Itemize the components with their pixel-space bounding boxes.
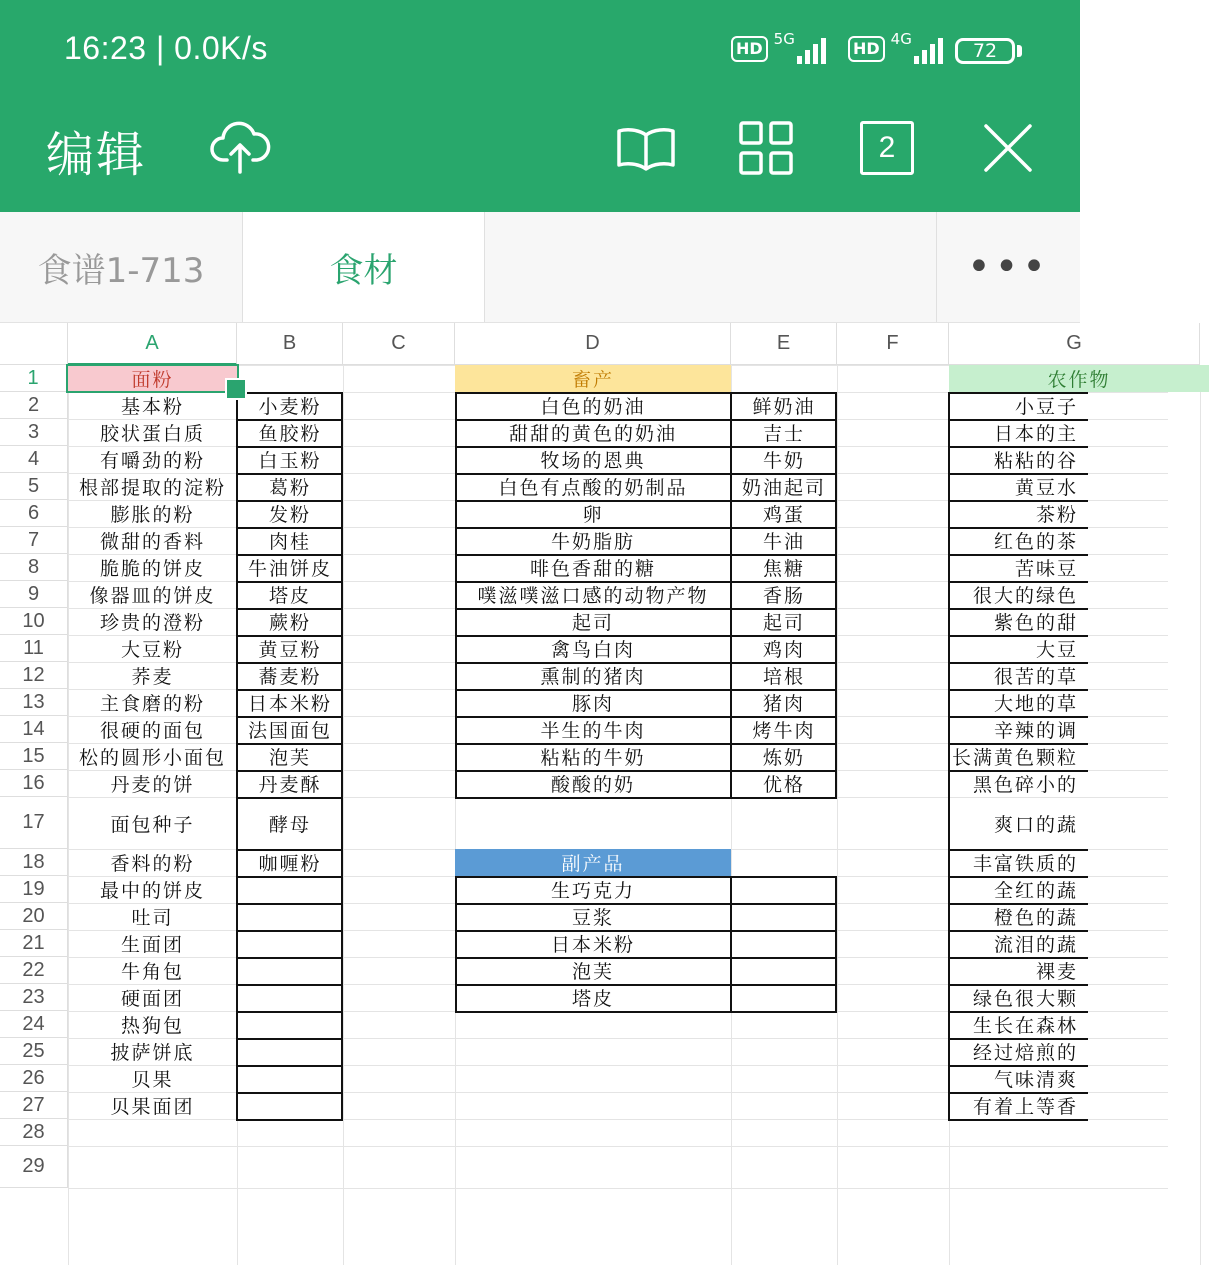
cell-header-livestock[interactable]: 畜产 [455, 365, 731, 392]
cell-a[interactable]: 松的圆形小面包 [78, 747, 226, 769]
cell-border [948, 770, 1088, 772]
row-header-9[interactable]: 9 [0, 581, 68, 608]
network-type-label: 5G [773, 30, 795, 48]
cell-g[interactable]: 大豆 [1035, 639, 1078, 661]
cell-g[interactable]: 有着上等香 [972, 1096, 1078, 1118]
more-tabs-button[interactable]: ••• [936, 212, 1080, 322]
cell-d-byproduct[interactable]: 豆浆 [571, 907, 614, 929]
cell-border [236, 635, 343, 637]
cell-g[interactable]: 苦味豆 [1014, 558, 1078, 580]
book-icon[interactable] [614, 116, 678, 180]
cell-d[interactable]: 牧场的恩典 [540, 450, 646, 472]
cell-a[interactable]: 膨胀的粉 [110, 504, 195, 526]
cell-b[interactable]: 塔皮 [268, 585, 311, 607]
cell-g[interactable]: 生长在森林 [972, 1015, 1078, 1037]
gridline-h [68, 1146, 1168, 1147]
cell-b[interactable]: 日本米粉 [247, 693, 332, 715]
cell-border [455, 581, 837, 583]
signal-group-1 [731, 30, 829, 64]
cell-border [455, 635, 837, 637]
cell-border [948, 554, 1088, 556]
column-header-D[interactable]: D [455, 323, 731, 365]
row-header-27[interactable]: 27 [0, 1092, 68, 1119]
cell-border [948, 419, 1088, 421]
cell-a[interactable]: 最中的饼皮 [99, 880, 205, 902]
cell-border [455, 770, 837, 772]
cell-border [455, 446, 837, 448]
cell-border [835, 876, 837, 1011]
cell-border [455, 527, 837, 529]
cell-border [236, 903, 343, 905]
cell-border [236, 473, 343, 475]
cell-e[interactable]: 牛奶 [762, 450, 805, 472]
cell-g[interactable]: 裸麦 [1035, 961, 1078, 983]
cell-border [236, 984, 343, 986]
cell-border [948, 957, 1088, 959]
cell-b[interactable]: 丹麦酥 [258, 774, 322, 796]
cell-d[interactable]: 酸酸的奶 [550, 774, 635, 796]
cell-g[interactable]: 长满黄色颗粒 [951, 747, 1078, 769]
fill-handle[interactable] [225, 378, 247, 400]
cell-a[interactable]: 吐司 [131, 907, 174, 929]
cell-g[interactable]: 日本的主 [993, 423, 1078, 445]
cell-border [455, 797, 837, 799]
cell-border [948, 743, 1088, 745]
cell-a[interactable]: 胶状蛋白质 [99, 423, 205, 445]
cell-g[interactable]: 辛辣的调 [993, 720, 1078, 742]
cell-a[interactable]: 披萨饼底 [110, 1042, 195, 1064]
cell-a[interactable]: 贝果面团 [110, 1096, 195, 1118]
signal-group-2 [848, 30, 946, 64]
row-header-24[interactable]: 24 [0, 1011, 68, 1038]
cell-border [948, 930, 1088, 932]
cell-e[interactable]: 牛油 [762, 531, 805, 553]
cell-g[interactable]: 经过焙煎的 [972, 1042, 1078, 1064]
cell-a[interactable]: 牛角包 [120, 961, 184, 983]
row-header-23[interactable]: 23 [0, 984, 68, 1011]
cell-border [236, 1011, 343, 1013]
cell-border [948, 473, 1088, 475]
top-app-bar [0, 0, 1080, 212]
cell-d-byproduct[interactable]: 日本米粉 [550, 934, 635, 956]
cell-g[interactable]: 很苦的草 [993, 666, 1078, 688]
cell-border [236, 446, 343, 448]
cell-header-flour[interactable]: 面粉 [68, 365, 237, 392]
cell-a[interactable]: 贝果 [131, 1069, 174, 1091]
row-header-28[interactable]: 28 [0, 1119, 68, 1146]
battery-nub [1017, 45, 1022, 57]
cell-border [948, 662, 1088, 664]
cell-b[interactable]: 白玉粉 [258, 450, 322, 472]
cell-a[interactable]: 生面团 [120, 934, 184, 956]
row-header-6[interactable]: 6 [0, 500, 68, 527]
cell-border [455, 419, 837, 421]
cell-b[interactable]: 发粉 [268, 504, 311, 526]
cell-border [236, 743, 343, 745]
cell-a[interactable]: 香料的粉 [110, 853, 195, 875]
cell-e[interactable]: 优格 [762, 774, 805, 796]
cell-border [236, 1065, 343, 1067]
cell-header-byproducts[interactable]: 副产品 [455, 849, 731, 876]
cell-g[interactable]: 紫色的甜 [993, 612, 1078, 634]
cell-a[interactable]: 微甜的香料 [99, 531, 205, 553]
grid-view-icon[interactable] [734, 116, 798, 180]
cell-d[interactable]: 啡色香甜的糖 [529, 558, 656, 580]
cell-e[interactable]: 猪肉 [762, 693, 805, 715]
cell-d[interactable]: 半生的牛肉 [540, 720, 646, 742]
window-count: 2 [860, 121, 914, 175]
cell-d[interactable]: 卵 [582, 504, 604, 526]
cell-d[interactable]: 豚肉 [571, 693, 614, 715]
cell-e[interactable]: 香肠 [762, 585, 805, 607]
cell-a[interactable]: 主食磨的粉 [99, 693, 205, 715]
row-header-17[interactable]: 17 [0, 797, 68, 849]
cloud-upload-icon[interactable] [208, 116, 272, 180]
cell-d-byproduct[interactable]: 泡芙 [571, 961, 614, 983]
edit-button[interactable]: 编辑 [46, 127, 147, 183]
cell-border [835, 392, 837, 797]
cell-a[interactable]: 有嚼劲的粉 [99, 450, 205, 472]
cell-border [236, 608, 343, 610]
cell-border [948, 608, 1088, 610]
cell-g[interactable]: 小豆子 [1014, 396, 1078, 418]
row-header-18[interactable]: 18 [0, 849, 68, 876]
cell-g[interactable]: 爽口的蔬 [993, 813, 1078, 836]
cell-d-byproduct[interactable]: 塔皮 [571, 988, 614, 1010]
cell-g[interactable]: 绿色很大颗 [972, 988, 1078, 1010]
cell-g[interactable]: 丰富铁质的 [972, 853, 1078, 875]
cell-border [948, 876, 1088, 878]
cell-g[interactable]: 全红的蔬 [993, 880, 1078, 902]
cell-border [455, 662, 837, 664]
cell-border [455, 608, 837, 610]
cell-border [948, 1038, 1088, 1040]
cell-border [455, 716, 837, 718]
gridline-h [68, 1188, 1168, 1189]
row-header-22[interactable]: 22 [0, 957, 68, 984]
cell-e[interactable]: 鲜奶油 [752, 396, 816, 418]
cell-e[interactable]: 起司 [762, 612, 805, 634]
row-header-25[interactable]: 25 [0, 1038, 68, 1065]
cell-border [236, 500, 343, 502]
cell-b[interactable]: 牛油饼皮 [247, 558, 332, 580]
cell-border [236, 849, 343, 851]
row-header-7[interactable]: 7 [0, 527, 68, 554]
cell-border [948, 903, 1088, 905]
cell-g[interactable]: 黄豆水 [1014, 477, 1078, 499]
cell-b[interactable]: 酵母 [268, 813, 311, 836]
cell-b[interactable]: 咖喱粉 [258, 853, 322, 875]
cell-border [236, 1119, 343, 1121]
row-header-5[interactable]: 5 [0, 473, 68, 500]
cell-b[interactable]: 葛粉 [268, 477, 311, 499]
cell-border [236, 527, 343, 529]
row-header-29[interactable]: 29 [0, 1146, 68, 1188]
cell-border [236, 1038, 343, 1040]
cell-border [948, 1011, 1088, 1013]
cell-a[interactable]: 大豆粉 [120, 639, 184, 661]
column-header-C[interactable]: C [343, 323, 455, 365]
cell-e[interactable]: 焦糖 [762, 558, 805, 580]
select-all-corner[interactable] [0, 323, 68, 365]
cell-b[interactable]: 鱼胶粉 [258, 423, 322, 445]
cell-d-byproduct[interactable]: 生巧克力 [550, 880, 635, 902]
tab-sheet-2[interactable]: 食材 [243, 212, 485, 322]
close-icon[interactable] [976, 116, 1040, 180]
selection-box [66, 364, 239, 393]
row-header-8[interactable]: 8 [0, 554, 68, 581]
cell-border [948, 849, 1088, 851]
cell-border [455, 392, 457, 797]
cell-d[interactable]: 起司 [571, 612, 614, 634]
row-header-1[interactable]: 1 [0, 365, 68, 392]
column-header-A[interactable]: A [68, 323, 237, 365]
cell-border [455, 743, 837, 745]
cell-e[interactable]: 鸡肉 [762, 639, 805, 661]
cell-e[interactable]: 培根 [762, 666, 805, 688]
cell-a[interactable]: 面包种子 [110, 813, 195, 836]
row-header-16[interactable]: 16 [0, 770, 68, 797]
cell-header-crops[interactable]: 农作物 [949, 365, 1209, 392]
cell-border [948, 581, 1088, 583]
cell-a[interactable]: 脆脆的饼皮 [99, 558, 205, 580]
cell-b[interactable]: 泡芙 [268, 747, 311, 769]
row-header-14[interactable]: 14 [0, 716, 68, 743]
cell-border [948, 527, 1088, 529]
row-header-15[interactable]: 15 [0, 743, 68, 770]
cell-b[interactable]: 法国面包 [247, 720, 332, 742]
cell-a[interactable]: 硬面团 [120, 988, 184, 1010]
cell-g[interactable]: 粘粘的谷 [993, 450, 1078, 472]
row-header-2[interactable]: 2 [0, 392, 68, 419]
cell-g[interactable]: 很大的绿色 [972, 585, 1078, 607]
row-header-21[interactable]: 21 [0, 930, 68, 957]
cell-a[interactable]: 很硬的面包 [99, 720, 205, 742]
column-header-E[interactable]: E [731, 323, 837, 365]
row-header-10[interactable]: 10 [0, 608, 68, 635]
cell-border [236, 876, 343, 878]
cell-border [730, 392, 732, 797]
battery-level: 72 [972, 40, 998, 62]
cell-border [948, 446, 1088, 448]
signal-bars-icon [797, 34, 829, 64]
sheet-tab-bar [0, 212, 1080, 323]
cell-border [455, 876, 457, 1011]
cell-border [236, 581, 343, 583]
cell-a[interactable]: 珍贵的澄粉 [99, 612, 205, 634]
cell-border [948, 635, 1088, 637]
network-type-label: 4G [890, 30, 912, 48]
cell-e[interactable]: 烤牛肉 [752, 720, 816, 742]
cell-border [455, 903, 837, 905]
window-count-button[interactable] [855, 116, 919, 180]
cell-g[interactable]: 大地的草 [993, 693, 1078, 715]
column-header-B[interactable]: B [237, 323, 343, 365]
cell-d[interactable]: 噗滋噗滋口感的动物产物 [477, 585, 709, 607]
column-header-G[interactable]: G [949, 323, 1200, 365]
row-header-13[interactable]: 13 [0, 689, 68, 716]
status-time: 16:23 | 0.0K/s [64, 30, 268, 66]
cell-a[interactable]: 像器皿的饼皮 [89, 585, 216, 607]
cell-g[interactable]: 橙色的蔬 [993, 907, 1078, 929]
cell-border [236, 1092, 343, 1094]
cell-d[interactable]: 白色的奶油 [540, 396, 646, 418]
cell-g[interactable]: 黑色碎小的 [972, 774, 1078, 796]
cell-border [948, 1092, 1088, 1094]
hd-badge: HD [731, 36, 768, 62]
column-header-F[interactable]: F [837, 323, 949, 365]
cell-e[interactable]: 炼奶 [762, 747, 805, 769]
row-header-12[interactable]: 12 [0, 662, 68, 689]
cell-border [236, 689, 343, 691]
cell-e[interactable]: 奶油起司 [741, 477, 826, 499]
cell-border [948, 1119, 1088, 1121]
cell-e[interactable]: 鸡蛋 [762, 504, 805, 526]
cell-border [455, 500, 837, 502]
cell-border [236, 662, 343, 664]
cell-border [236, 392, 343, 394]
cell-b[interactable]: 小麦粉 [258, 396, 322, 418]
cell-border [455, 392, 837, 394]
row-header-11[interactable]: 11 [0, 635, 68, 662]
battery-icon [955, 38, 1015, 64]
cell-b[interactable]: 黄豆粉 [258, 639, 322, 661]
cell-a[interactable]: 基本粉 [120, 396, 184, 418]
row-header-19[interactable]: 19 [0, 876, 68, 903]
cell-border [455, 984, 837, 986]
cell-d[interactable]: 白色有点酸的奶制品 [498, 477, 688, 499]
cell-d[interactable]: 甜甜的黄色的奶油 [508, 423, 677, 445]
row-header-26[interactable]: 26 [0, 1065, 68, 1092]
cell-border [236, 797, 343, 799]
row-header-4[interactable]: 4 [0, 446, 68, 473]
row-header-20[interactable]: 20 [0, 903, 68, 930]
cell-g[interactable]: 茶粉 [1035, 504, 1078, 526]
row-header-3[interactable]: 3 [0, 419, 68, 446]
cell-d[interactable]: 粘粘的牛奶 [540, 747, 646, 769]
cell-border [948, 689, 1088, 691]
cell-d[interactable]: 牛奶脂肪 [550, 531, 635, 553]
cell-border [455, 876, 837, 878]
cell-border [948, 1065, 1088, 1067]
cell-border [455, 957, 837, 959]
cell-g[interactable]: 红色的茶 [993, 531, 1078, 553]
cell-a[interactable]: 根部提取的淀粉 [78, 477, 226, 499]
cell-b[interactable]: 蕨粉 [268, 612, 311, 634]
cell-a[interactable]: 热狗包 [120, 1015, 184, 1037]
signal-bars-icon [914, 34, 946, 64]
cell-border [236, 957, 343, 959]
cell-d[interactable]: 熏制的猪肉 [540, 666, 646, 688]
cell-border [455, 930, 837, 932]
cell-b[interactable]: 蕎麦粉 [258, 666, 322, 688]
cell-border [948, 500, 1088, 502]
cell-border [948, 716, 1088, 718]
cell-border [236, 554, 343, 556]
cell-border [236, 419, 343, 421]
tab-sheet-1[interactable]: 食谱1-713 [0, 212, 243, 322]
gridline-v [1200, 365, 1201, 1265]
cell-d[interactable]: 禽鸟白肉 [550, 639, 635, 661]
cell-g[interactable]: 气味清爽 [993, 1069, 1078, 1091]
cell-g[interactable]: 流泪的蔬 [993, 934, 1078, 956]
cell-border [948, 984, 1088, 986]
cell-border [236, 716, 343, 718]
cell-a[interactable]: 荞麦 [131, 666, 174, 688]
cell-b[interactable]: 肉桂 [268, 531, 311, 553]
cell-border [455, 473, 837, 475]
cell-border [455, 554, 837, 556]
cell-border [455, 1011, 837, 1013]
cell-e[interactable]: 吉士 [762, 423, 805, 445]
cell-border [730, 876, 732, 1011]
cell-border [455, 689, 837, 691]
spreadsheet-grid[interactable] [0, 323, 1111, 1196]
hd-badge: HD [848, 36, 885, 62]
cell-a[interactable]: 丹麦的饼 [110, 774, 195, 796]
cell-border [236, 930, 343, 932]
cell-border [236, 770, 343, 772]
cell-border [948, 392, 1088, 394]
